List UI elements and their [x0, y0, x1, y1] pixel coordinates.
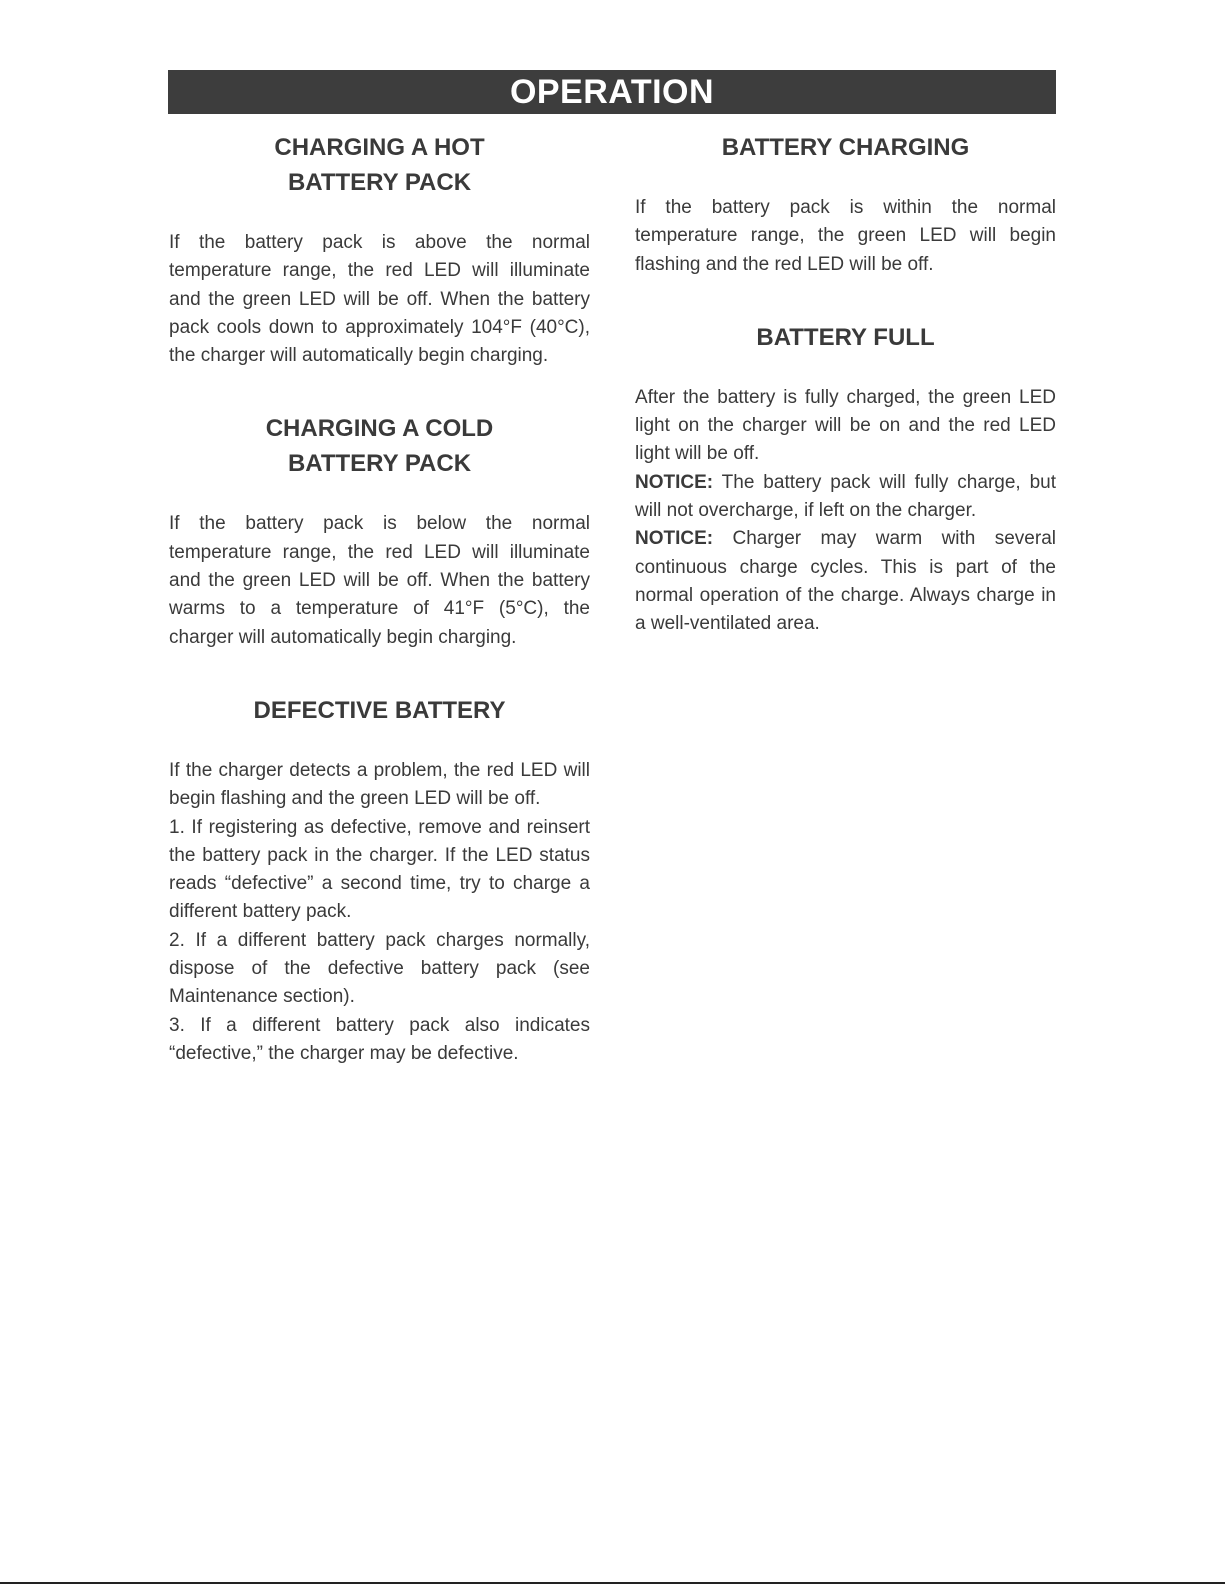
- notice-paragraph-2: [635, 525, 1056, 638]
- battery-full-body: After the battery is fully charged, the green LED light on the charger will be on and the red LED light will be off.: [635, 386, 1056, 465]
- hot-heading-line1: CHARGING A HOT: [274, 134, 485, 161]
- section-header-bar: [168, 70, 1056, 114]
- hot-heading-line2: BATTERY PACK: [287, 169, 472, 196]
- defective-step-1: 1. If registering as defective, remove and reinsert the battery pack in the charger. If the LED status reads “defective” a second time, try to charge a different battery pack.: [169, 816, 590, 923]
- defective-step-3: 3. If a different battery pack also indicates “defective,” the charger may be defective.: [169, 1014, 590, 1064]
- hot-battery-body: If the battery pack is above the normal temperature range, the red LED will illuminate and the green LED will be off. When the battery pack cools down to approximately 104°F (40°C), the charger will automatically begin charging.: [169, 232, 590, 367]
- battery-charging-body: If the battery pack is within the normal temperature range, the green LED will begin flashing and the red LED will be off.: [635, 197, 1056, 275]
- cold-battery-heading: [169, 411, 590, 481]
- notice-text-1: The battery pack will fully charge, but will not overcharge, if left on the charger.: [635, 471, 1056, 522]
- defective-step-2: 2. If a different battery pack charges normally, dispose of the defective battery pack (see Maintenance section).: [169, 929, 590, 1008]
- defective-battery-body: If the charger detects a problem, the red LED will begin flashing and the green LED will be off.: [169, 759, 590, 810]
- defective-battery-section: [169, 693, 590, 1068]
- hot-battery-section: [169, 130, 590, 370]
- cold-battery-body: If the battery pack is below the normal temperature range, the red LED will illuminate and the green LED will be off. When the battery warms to a temperature of 41°F (5°C), the charger will automatically begin charging.: [169, 513, 590, 648]
- cold-battery-section: [169, 411, 590, 651]
- right-column: [635, 130, 1056, 639]
- left-column: [169, 130, 590, 1068]
- battery-charging-section: [635, 130, 1056, 279]
- battery-full-heading: BATTERY FULL: [756, 323, 935, 351]
- notice-label-2: NOTICE:: [635, 528, 714, 550]
- section-title: OPERATION: [509, 72, 715, 111]
- cold-heading-line1: CHARGING A COLD: [265, 415, 494, 443]
- cold-heading-line2: BATTERY PACK: [287, 450, 472, 478]
- defective-battery-heading: DEFECTIVE BATTERY: [253, 696, 506, 724]
- page-bottom-rule: [0, 1582, 1225, 1584]
- battery-full-section: [635, 320, 1056, 639]
- battery-charging-heading: BATTERY CHARGING: [721, 134, 970, 161]
- notice-text-2: Charger may warm with several continuous charge cycles. This is part of the normal operation of the charge. Always charge in a well-ventilated area.: [635, 528, 1056, 635]
- notice-label-1: NOTICE:: [635, 471, 714, 493]
- hot-battery-heading: [169, 130, 590, 200]
- notice-paragraph-1: [635, 469, 1056, 526]
